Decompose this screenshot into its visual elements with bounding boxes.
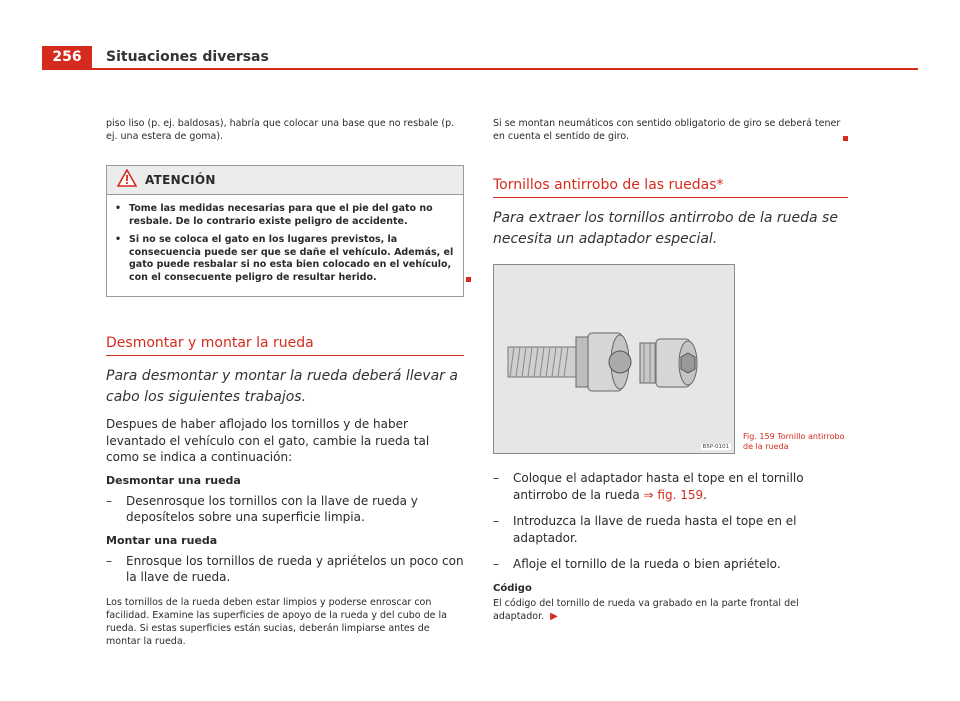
warning-triangle-icon <box>117 169 137 191</box>
subhead-montar: Montar una rueda <box>106 533 218 547</box>
page-number: 256 <box>42 46 92 68</box>
list-item: – Coloque el adaptador hasta el tope en el tornillo antirrobo de la rueda ⇒ fig. 159. <box>493 471 804 502</box>
warning-box <box>106 165 464 297</box>
list-item: – Enrosque los tornillos de rueda y apriételos un poco con la llave de rueda. <box>106 553 464 584</box>
warning-item: • Si no se coloca el gato en los lugares previstos, la consecuencia puede ser que se dañe el vehículo. Además, el gato puede resbalar si no esta bien colocado en el vehículo, con el consecuente peligro de resultar herido. <box>115 234 454 283</box>
heading-tornillos: Tornillos antirrobo de las ruedas* <box>493 177 848 198</box>
continue-arrow-icon: ▶ <box>550 610 558 622</box>
right-column <box>493 117 848 623</box>
note-text: Los tornillos de la rueda deben estar limpios y poderse enroscar con facilidad. Examine las superficies de apoyo de la rueda y del cubo de la rueda. Si estas superficies están sucias, deberán limpiarse antes de montar la rueda. <box>106 596 447 647</box>
left-intro-text: piso liso (p. ej. baldosas), habría que colocar una base que no resbale (p. ej. una estera de goma). <box>106 118 455 142</box>
figure-image <box>493 264 735 454</box>
warning-header <box>107 166 463 195</box>
list-item: – Desenrosque los tornillos con la llave de rueda y deposítelos sobre una superficie limpia. <box>106 493 418 524</box>
left-column <box>106 117 464 648</box>
lead-text: Para desmontar y montar la rueda deberá llevar a cabo los siguientes trabajos. <box>106 368 458 405</box>
warning-item: • Tome las medidas necesarias para que el pie del gato no resbale. De lo contrario existe peligro de accidente. <box>115 203 433 227</box>
warning-body <box>107 195 463 296</box>
figure <box>493 264 848 454</box>
heading-desmontar: Desmontar y montar la rueda <box>106 335 464 356</box>
subhead-codigo: Código <box>493 582 532 594</box>
end-marker-icon <box>466 267 471 286</box>
list-item: – Introduzca la llave de rueda hasta el tope en el adaptador. <box>493 514 797 545</box>
figure-link[interactable]: ⇒ fig. 159 <box>643 487 704 502</box>
list-item: – Afloje el tornillo de la rueda o bien apriételo. <box>493 557 781 571</box>
body-text: Despues de haber aflojado los tornillos y de haber levantado el vehículo con el gato, cambie la rueda tal como se indica a continuación: <box>106 417 430 464</box>
end-marker-icon <box>843 132 848 145</box>
header-rule <box>42 68 918 70</box>
figure-caption: Fig. 159 Tornillo antirrobo de la rueda <box>743 432 845 451</box>
code-text: El código del tornillo de rueda va grabado en la parte frontal del adaptador. ▶ <box>493 597 799 622</box>
subhead-desmontar: Desmontar una rueda <box>106 473 241 487</box>
right-intro-text: Si se montan neumáticos con sentido obligatorio de giro se deberá tener en cuenta el sentido de giro. <box>493 117 848 143</box>
section-title: Situaciones diversas <box>106 49 269 65</box>
figure-code: B5P-0101 <box>702 444 729 450</box>
lead-text: Para extraer los tornillos antirrobo de la rueda se necesita un adaptador especial. <box>493 210 838 247</box>
warning-title: ATENCIÓN <box>145 173 216 187</box>
